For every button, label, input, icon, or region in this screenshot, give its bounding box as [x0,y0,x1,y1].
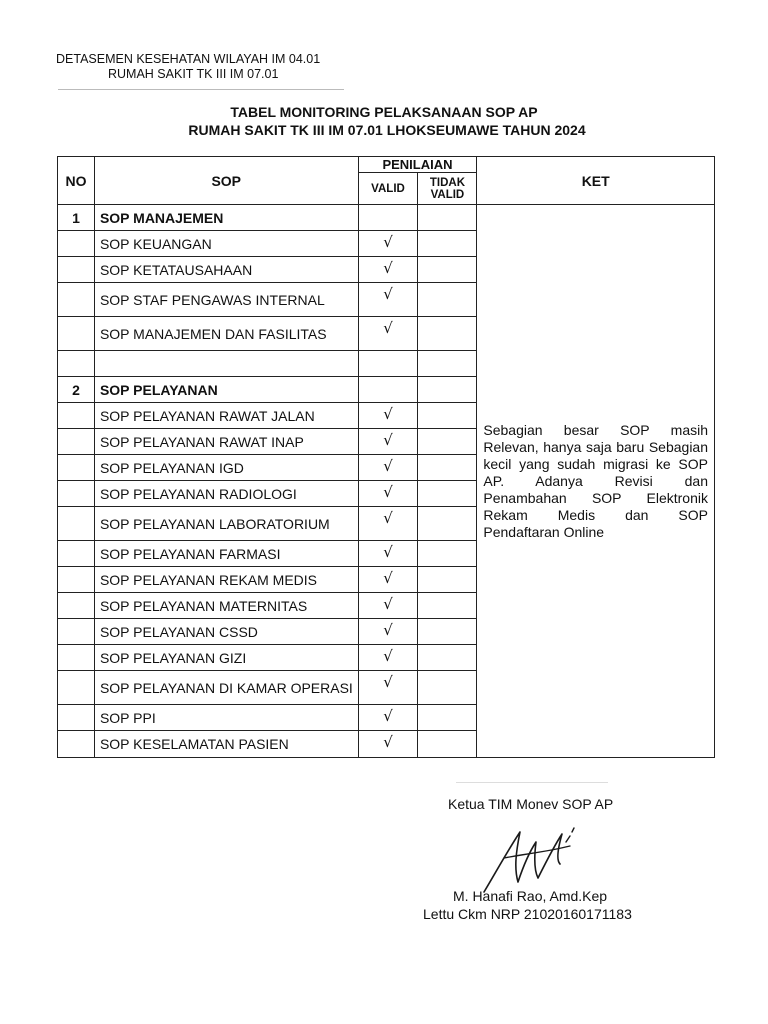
cell-no [58,507,95,541]
cell-no [58,731,95,758]
cell-tidak-valid-check [418,377,477,403]
monitoring-table [57,156,715,758]
cell-tidak-valid-check [418,705,477,731]
table-row [58,205,715,231]
cell-valid-check: √ [358,593,418,619]
cell-tidak-valid-check [418,231,477,257]
cell-tidak-valid-check [418,257,477,283]
cell-sop-name: SOP PELAYANAN IGD [94,455,358,481]
cell-valid-check [358,351,418,377]
cell-sop-name: SOP PELAYANAN RAWAT JALAN [94,403,358,429]
signatory-role: Ketua TIM Monev SOP AP [448,796,614,812]
cell-valid-check: √ [358,541,418,567]
cell-sop-name: SOP PELAYANAN MATERNITAS [94,593,358,619]
cell-valid-check: √ [358,481,418,507]
cell-valid-check: √ [358,645,418,671]
cell-no [58,705,95,731]
col-header-penilaian: PENILAIAN [358,157,477,173]
cell-sop-name: SOP PPI [94,705,358,731]
cell-sop-name [94,351,358,377]
cell-valid-check: √ [358,403,418,429]
cell-sop-name: SOP PELAYANAN REKAM MEDIS [94,567,358,593]
cell-ket-remarks: Sebagian besar SOP masih Relevan, hanya saja baru Sebagian kecil yang sudah migrasi ke SOP AP. Adanya Revisi dan Penambahan SOP Elektronik Rekam Medis dan SOP Pendaftaran Online [477,205,715,758]
cell-sop-category: SOP PELAYANAN [94,377,358,403]
cell-sop-name: SOP PELAYANAN RAWAT INAP [94,429,358,455]
cell-tidak-valid-check [418,731,477,758]
signature-divider [456,782,608,783]
cell-no [58,403,95,429]
col-header-tidak-valid: TIDAK VALID [418,173,477,205]
title-line-1: TABEL MONITORING PELAKSANAAN SOP AP [230,104,538,120]
cell-no [58,429,95,455]
cell-valid-check [358,205,418,231]
col-header-no: NO [58,157,95,205]
header-divider [58,89,344,90]
col-header-valid: VALID [358,173,418,205]
cell-tidak-valid-check [418,283,477,317]
cell-valid-check [358,377,418,403]
cell-tidak-valid-check [418,481,477,507]
cell-valid-check: √ [358,507,418,541]
cell-valid-check: √ [358,455,418,481]
cell-no [58,671,95,705]
header-hospital-line: RUMAH SAKIT TK III IM 07.01 [108,67,279,81]
cell-valid-check: √ [358,731,418,758]
cell-sop-name: SOP STAF PENGAWAS INTERNAL [94,283,358,317]
cell-sop-name: SOP KETATAUSAHAAN [94,257,358,283]
cell-tidak-valid-check [418,351,477,377]
cell-no [58,541,95,567]
cell-sop-name: SOP PELAYANAN RADIOLOGI [94,481,358,507]
cell-no [58,351,95,377]
cell-tidak-valid-check [418,403,477,429]
cell-sop-name: SOP KEUANGAN [94,231,358,257]
cell-sop-name: SOP PELAYANAN CSSD [94,619,358,645]
cell-no [58,619,95,645]
cell-no: 2 [58,377,95,403]
cell-tidak-valid-check [418,507,477,541]
signatory-name: M. Hanafi Rao, Amd.Kep [453,888,608,904]
cell-tidak-valid-check [418,645,477,671]
cell-valid-check: √ [358,257,418,283]
cell-valid-check: √ [358,283,418,317]
cell-no [58,645,95,671]
cell-valid-check: √ [358,231,418,257]
cell-tidak-valid-check [418,205,477,231]
col-header-sop: SOP [94,157,358,205]
document-title [0,103,768,139]
cell-no [58,455,95,481]
cell-no [58,481,95,507]
cell-tidak-valid-check [418,455,477,481]
title-line-2: RUMAH SAKIT TK III IM 07.01 LHOKSEUMAWE TAHUN 2024 [188,122,586,138]
col-header-ket: KET [477,157,715,205]
cell-no [58,257,95,283]
cell-sop-name: SOP PELAYANAN DI KAMAR OPERASI [94,671,358,705]
cell-tidak-valid-check [418,567,477,593]
cell-valid-check: √ [358,317,418,351]
cell-tidak-valid-check [418,429,477,455]
table-body [58,205,715,758]
cell-sop-name: SOP PELAYANAN FARMASI [94,541,358,567]
cell-sop-name: SOP KESELAMATAN PASIEN [94,731,358,758]
cell-sop-name: SOP MANAJEMEN DAN FASILITAS [94,317,358,351]
cell-sop-name: SOP PELAYANAN GIZI [94,645,358,671]
cell-no [58,567,95,593]
cell-no [58,231,95,257]
cell-sop-name: SOP PELAYANAN LABORATORIUM [94,507,358,541]
signatory-rank-nrp: Lettu Ckm NRP 21020160171183 [423,906,632,922]
cell-valid-check: √ [358,705,418,731]
cell-tidak-valid-check [418,619,477,645]
cell-valid-check: √ [358,567,418,593]
cell-tidak-valid-check [418,593,477,619]
cell-tidak-valid-check [418,671,477,705]
cell-no [58,283,95,317]
cell-no: 1 [58,205,95,231]
handwritten-signature [474,812,584,896]
cell-valid-check: √ [358,671,418,705]
cell-no [58,593,95,619]
header-unit-line: DETASEMEN KESEHATAN WILAYAH IM 04.01 [56,52,321,66]
cell-valid-check: √ [358,429,418,455]
cell-sop-category: SOP MANAJEMEN [94,205,358,231]
cell-tidak-valid-check [418,541,477,567]
document-header [56,52,376,82]
cell-no [58,317,95,351]
cell-valid-check: √ [358,619,418,645]
cell-tidak-valid-check [418,317,477,351]
